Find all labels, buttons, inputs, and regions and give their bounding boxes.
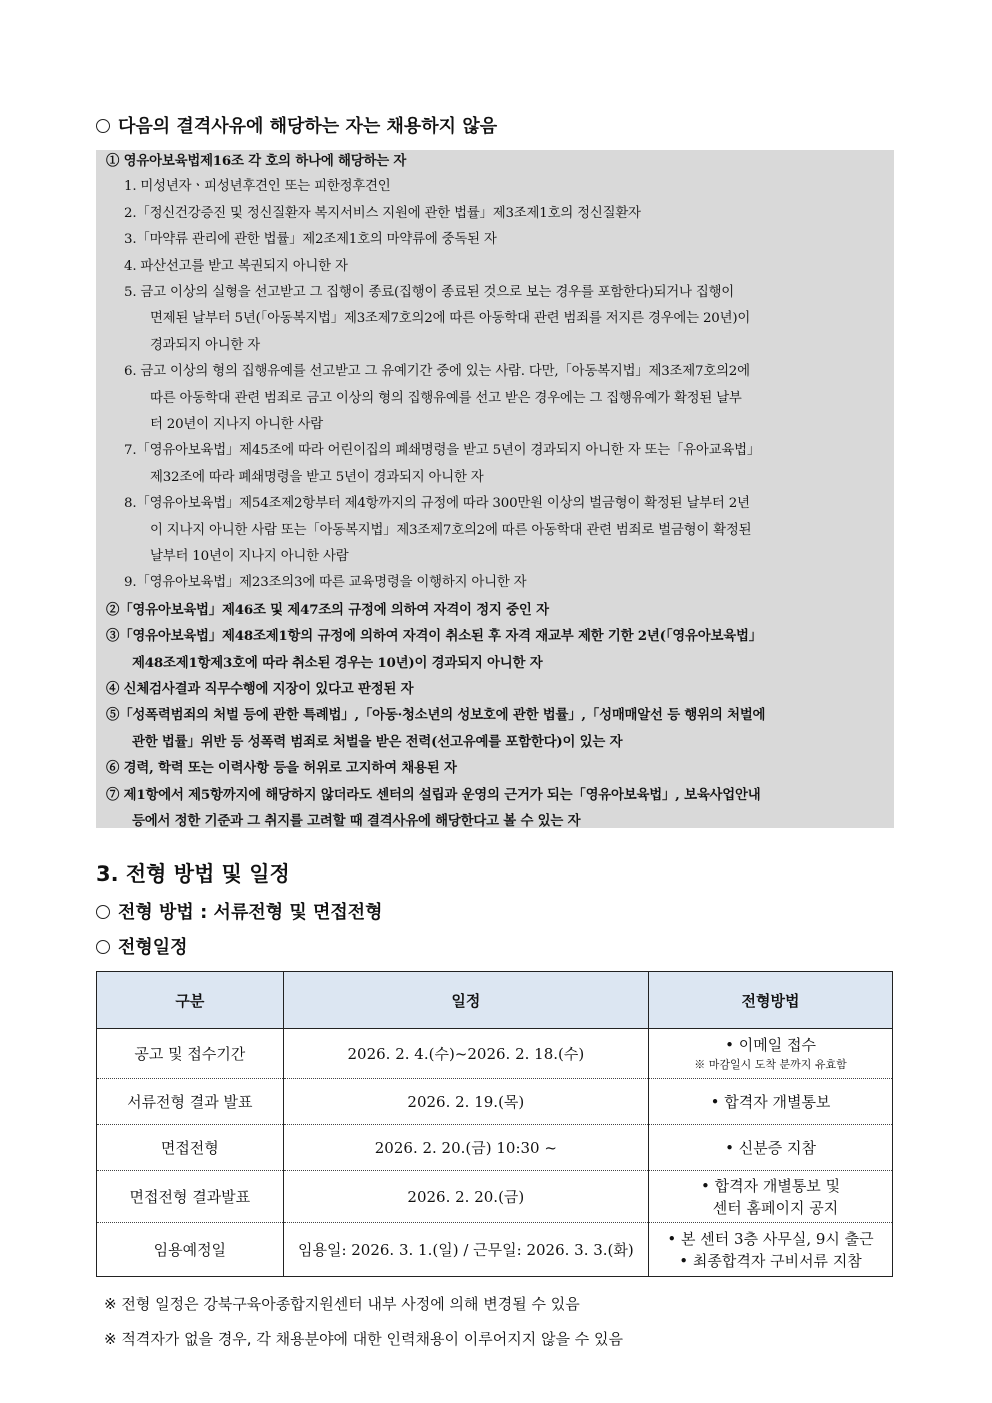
header-category: 구분 bbox=[97, 972, 284, 1029]
cell-category: 임용예정일 bbox=[97, 1223, 284, 1277]
disqualification-item: ⑦ 제1항에서 제5항까지에 해당하지 않더라도 센터의 설립과 운영의 근거가 되는「영유아보육법」, 보육사업안내 bbox=[106, 786, 761, 803]
disqualification-item: 3.「마약류 관리에 관한 법률」제2조제1호의 마약류에 중독된 자 bbox=[124, 232, 497, 248]
cell-method bbox=[649, 1125, 893, 1171]
circle-bullet-icon bbox=[96, 119, 110, 133]
disqualification-item: ③「영유아보육법」제48조제1항의 규정에 의하여 자격이 취소된 후 자격 재교부 제한 기한 2년(「영유아보육법」 bbox=[106, 628, 762, 645]
note-no-candidate: ※ 적격자가 없을 경우, 각 채용분야에 대한 인력채용이 이루어지지 않을 수 있음 bbox=[104, 1330, 623, 1348]
disqualification-item: 따른 아동학대 관련 범죄로 금고 이상의 형의 집행유예를 선고 받은 경우에는 그 집행유예가 확정된 날부 bbox=[150, 390, 742, 406]
cell-category: 서류전형 결과 발표 bbox=[97, 1079, 284, 1125]
cell-method bbox=[649, 1171, 893, 1223]
method-item: • 합격자 개별통보 bbox=[710, 1092, 831, 1111]
cell-method bbox=[649, 1223, 893, 1277]
disqualification-item: 등에서 정한 기준과 그 취지를 고려할 때 결격사유에 해당한다고 볼 수 있는 자 bbox=[132, 813, 581, 829]
cell-method bbox=[649, 1029, 893, 1079]
table-row bbox=[97, 1125, 893, 1171]
method-item: • 신분증 지참 bbox=[725, 1138, 816, 1157]
disqualification-item: 면제된 날부터 5년(「아동복지법」제3조제7호의2에 따른 아동학대 관련 범죄를 저지른 경우에는 20년)이 bbox=[150, 311, 751, 327]
table-row bbox=[97, 1079, 893, 1125]
circle-bullet-icon bbox=[96, 905, 110, 919]
disqualification-item: 2.「정신건강증진 및 정신질환자 복지서비스 지원에 관한 법률」제3조제1호의 정신질환자 bbox=[124, 205, 641, 221]
disqualification-item: 터 20년이 지나지 아니한 사람 bbox=[150, 417, 323, 432]
disqualification-heading: 다음의 결격사유에 해당하는 자는 채용하지 않음 bbox=[96, 112, 497, 138]
disqualification-item: 9.「영유아보육법」제23조의3에 따른 교육명령을 이행하지 아니한 자 bbox=[124, 575, 527, 591]
disqualification-item: ⑤「성폭력범죄의 처벌 등에 관한 특례법」,「아동·청소년의 성보호에 관한 법률」,「성매매알선 등 행위의 처벌에 bbox=[106, 707, 766, 724]
header-date: 일정 bbox=[283, 972, 648, 1029]
note-schedule-change: ※ 전형 일정은 강북구육아종합지원센터 내부 사정에 의해 변경될 수 있음 bbox=[104, 1295, 580, 1313]
disqualification-item: ⑥ 경력, 학력 또는 이력사항 등을 허위로 고지하여 채용된 자 bbox=[106, 760, 457, 777]
table-header-row bbox=[97, 972, 893, 1029]
cell-category: 면접전형 결과발표 bbox=[97, 1171, 284, 1223]
disqualification-item: 이 지나지 아니한 사람 또는「아동복지법」제3조제7호의2에 따른 아동학대 관련 범죄로 벌금형이 확정된 bbox=[150, 522, 752, 538]
table-row bbox=[97, 1029, 893, 1079]
disqualification-item: ④ 신체검사결과 직무수행에 지장이 있다고 판정된 자 bbox=[106, 681, 414, 697]
disqualification-item: 6. 금고 이상의 형의 집행유예를 선고받고 그 유예기간 중에 있는 사람. 다만,「아동복지법」제3조제7호의2에 bbox=[124, 364, 750, 380]
schedule-heading: 전형일정 bbox=[96, 933, 188, 959]
disqualification-item: 7.「영유아보육법」제45조에 따라 어린이집의 폐쇄명령을 받고 5년이 경과되지 아니한 자 또는「유아교육법」 bbox=[124, 443, 761, 459]
table-row bbox=[97, 1223, 893, 1277]
disqualification-item: 제48조제1항제3호에 따라 취소된 경우는 10년)이 경과되지 아니한 자 bbox=[132, 654, 543, 671]
method-item: • 이메일 접수 bbox=[725, 1035, 816, 1054]
disqualification-box bbox=[96, 150, 894, 828]
method-item: • 합격자 개별통보 및 bbox=[700, 1176, 841, 1195]
cell-method bbox=[649, 1079, 893, 1125]
schedule-table-body bbox=[97, 1029, 893, 1277]
cell-date: 2026. 2. 19.(목) bbox=[283, 1079, 648, 1125]
circle-bullet-icon bbox=[96, 940, 110, 954]
disqualification-item: 5. 금고 이상의 실형을 선고받고 그 집행이 종료(집행이 종료된 것으로 보는 경우를 포함한다)되거나 집행이 bbox=[124, 285, 735, 300]
disqualification-item: 관한 법률」위반 등 성폭력 범죄로 처벌을 받은 전력(선고유예를 포함한다)이 있는 자 bbox=[132, 733, 623, 750]
header-method: 전형방법 bbox=[649, 972, 893, 1029]
schedule-table bbox=[96, 971, 893, 1277]
cell-date: 2026. 2. 20.(금) bbox=[283, 1171, 648, 1223]
disqualification-item: 4. 파산선고를 받고 복권되지 아니한 자 bbox=[124, 258, 348, 274]
disqualification-item: 제32조에 따라 폐쇄명령을 받고 5년이 경과되지 아니한 자 bbox=[150, 469, 484, 485]
disqualification-item: ②「영유아보육법」제46조 및 제47조의 규정에 의하여 자격이 정지 중인 자 bbox=[106, 601, 549, 618]
method-note: ※ 마감일시 도착 분까지 유효함 bbox=[694, 1057, 847, 1071]
method-item: • 본 센터 3층 사무실, 9시 출근 bbox=[667, 1229, 874, 1248]
method-item: • 최종합격자 구비서류 지참 bbox=[679, 1251, 862, 1270]
cell-category: 면접전형 bbox=[97, 1125, 284, 1171]
method-item: 센터 홈페이지 공지 bbox=[712, 1198, 839, 1217]
table-row bbox=[97, 1171, 893, 1223]
disqualification-item: 8.「영유아보육법」제54조제2항부터 제4항까지의 규정에 따라 300만원 이상의 벌금형이 확정된 날부터 2년 bbox=[124, 496, 750, 512]
disqualification-item: 경과되지 아니한 자 bbox=[150, 337, 260, 353]
cell-category: 공고 및 접수기간 bbox=[97, 1029, 284, 1079]
disqualification-item: ① 영유아보육법제16조 각 호의 하나에 해당하는 자 bbox=[106, 153, 407, 169]
cell-date: 임용일: 2026. 3. 1.(일) / 근무일: 2026. 3. 3.(화) bbox=[283, 1223, 648, 1277]
cell-date: 2026. 2. 20.(금) 10:30 ~ bbox=[283, 1125, 648, 1171]
method-heading: 전형 방법 : 서류전형 및 면접전형 bbox=[96, 898, 383, 924]
cell-date: 2026. 2. 4.(수)~2026. 2. 18.(수) bbox=[283, 1029, 648, 1079]
section-title: 3. 전형 방법 및 일정 bbox=[96, 862, 290, 886]
disqualification-item: 날부터 10년이 지나지 아니한 사람 bbox=[150, 549, 349, 564]
disqualification-item: 1. 미성년자ㆍ피성년후견인 또는 피한정후견인 bbox=[124, 179, 391, 195]
